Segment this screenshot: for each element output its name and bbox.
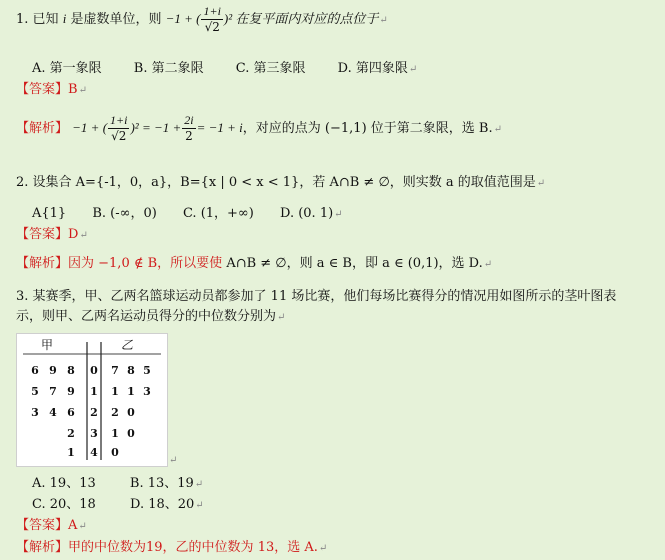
return-mark-icon: ↵ [408, 64, 418, 75]
left-leaf: 3 [31, 406, 39, 419]
q2-options [32, 205, 343, 224]
q2-answer: 【答案】D↵ [16, 227, 88, 242]
q1-option-a: A. 第一象限 [32, 61, 102, 76]
q2-stem: 2. 设集合 A={-1，0，a}，B={x | 0 < x < 1}，若 A∩B ≠ ∅，则实数 a 的取值范围是↵ [16, 175, 546, 190]
left-player-header: 甲 [41, 338, 54, 352]
q1-fraction: $\frac{1+i}{√2}$ [203, 4, 221, 34]
q1-analysis-fraction-2: $\frac{2i}{2}$ [184, 113, 194, 143]
right-leaf: 5 [143, 364, 151, 377]
q1-option-b: B. 第二象限 [133, 61, 204, 76]
right-leaf: 1 [111, 427, 119, 440]
right-leaf: 8 [127, 364, 135, 377]
right-leaf: 0 [111, 446, 119, 459]
left-leaf: 6 [31, 364, 39, 377]
q3-options-row-2 [32, 496, 204, 515]
q2-option-b: B. (-∞，0) [92, 206, 157, 221]
q2-option-c: C. (1，+∞) [182, 206, 254, 221]
q2-option-d: D. (0. 1) [279, 206, 334, 221]
right-player-header: 乙 [121, 338, 134, 352]
right-leaf: 1 [127, 385, 135, 398]
stem-digit: 2 [90, 406, 98, 419]
return-mark-icon: ↵ [483, 259, 493, 270]
stem-digit: 0 [90, 364, 98, 377]
return-mark-icon: ↵ [78, 521, 87, 532]
q1-analysis: 【解析】 −1 + ( $\frac{1+i}{√2}$ )² = −1 + $\frac{2i}{2}$ = −1 + i，对应的点为 (−1,1) 位于第二象限，选 B.↵ [16, 113, 502, 143]
q3-option-a: A. 19、13 [32, 476, 96, 491]
q3-option-b: B. 13、19 [129, 476, 194, 491]
stem-digit: 1 [90, 385, 98, 398]
q3-stem-line-2: 示，则甲、乙两名运动员得分的中位数分别为↵ [16, 309, 286, 324]
return-mark-icon: ↵ [277, 312, 286, 323]
return-mark-icon: ↵ [79, 230, 88, 241]
left-leaf: 6 [67, 406, 75, 419]
right-leaf: 2 [111, 406, 119, 419]
return-mark-icon: ↵ [536, 178, 546, 189]
q3-option-c: C. 20、18 [32, 497, 96, 512]
left-leaf: 2 [67, 427, 75, 440]
left-leaf: 9 [49, 364, 57, 377]
right-leaf: 0 [127, 427, 135, 440]
q3-option-d: D. 18、20 [129, 497, 195, 512]
q3-analysis: 【解析】甲的中位数为19，乙的中位数为 13，选 A.↵ [16, 540, 328, 555]
right-leaf: 1 [111, 385, 119, 398]
q3-stem-line-1: 3. 某赛季，甲、乙两名篮球运动员都参加了 11 场比赛，他们每场比赛得分的情况用如图所示的茎叶图表 [16, 289, 617, 304]
q1-options [32, 60, 417, 79]
right-leaf: 7 [111, 364, 119, 377]
return-mark-icon: ↵ [334, 209, 343, 220]
return-mark-icon: ↵ [493, 124, 502, 135]
left-leaf: 8 [67, 364, 75, 377]
q3-answer: 【答案】A↵ [16, 518, 87, 533]
q1-answer: 【答案】B↵ [16, 82, 87, 97]
right-leaf: 3 [143, 385, 151, 398]
q1-analysis-fraction-1: $\frac{1+i}{√2}$ [110, 113, 128, 143]
left-leaf: 5 [31, 385, 39, 398]
return-mark-icon: ↵ [169, 455, 178, 466]
stem-and-leaf-svg [17, 334, 167, 466]
left-leaf: 7 [49, 385, 57, 398]
left-leaf: 1 [67, 446, 75, 459]
q1-option-c: C. 第三象限 [235, 61, 306, 76]
left-leaf: 9 [67, 385, 75, 398]
right-leaf: 0 [127, 406, 135, 419]
stem-digit: 3 [90, 427, 98, 440]
return-mark-icon: ↵ [195, 500, 204, 511]
q2-option-a: A{1} [32, 206, 67, 221]
stem-digit: 4 [90, 446, 98, 459]
left-leaf: 4 [49, 406, 57, 419]
return-mark-icon: ↵ [78, 85, 87, 96]
q2-analysis: 【解析】因为 −1,0 ∉ B，所以要使 A∩B ≠ ∅，则 a ∈ B，即 a ∈ (0,1)，选 D.↵ [16, 256, 493, 271]
return-mark-icon: ↵ [318, 543, 328, 554]
stem-and-leaf-plot [16, 333, 168, 467]
q1-stem: 1. 已知 i 是虚数单位，则 −1 + ( $\frac{1+i}{√2}$ )² 在复平面内对应的点位于↵ [16, 4, 388, 34]
q1-option-d: D. 第四象限 [337, 61, 408, 76]
q3-options-row-1 [32, 475, 203, 494]
return-mark-icon: ↵ [194, 479, 204, 490]
return-mark-icon: ↵ [379, 15, 388, 26]
